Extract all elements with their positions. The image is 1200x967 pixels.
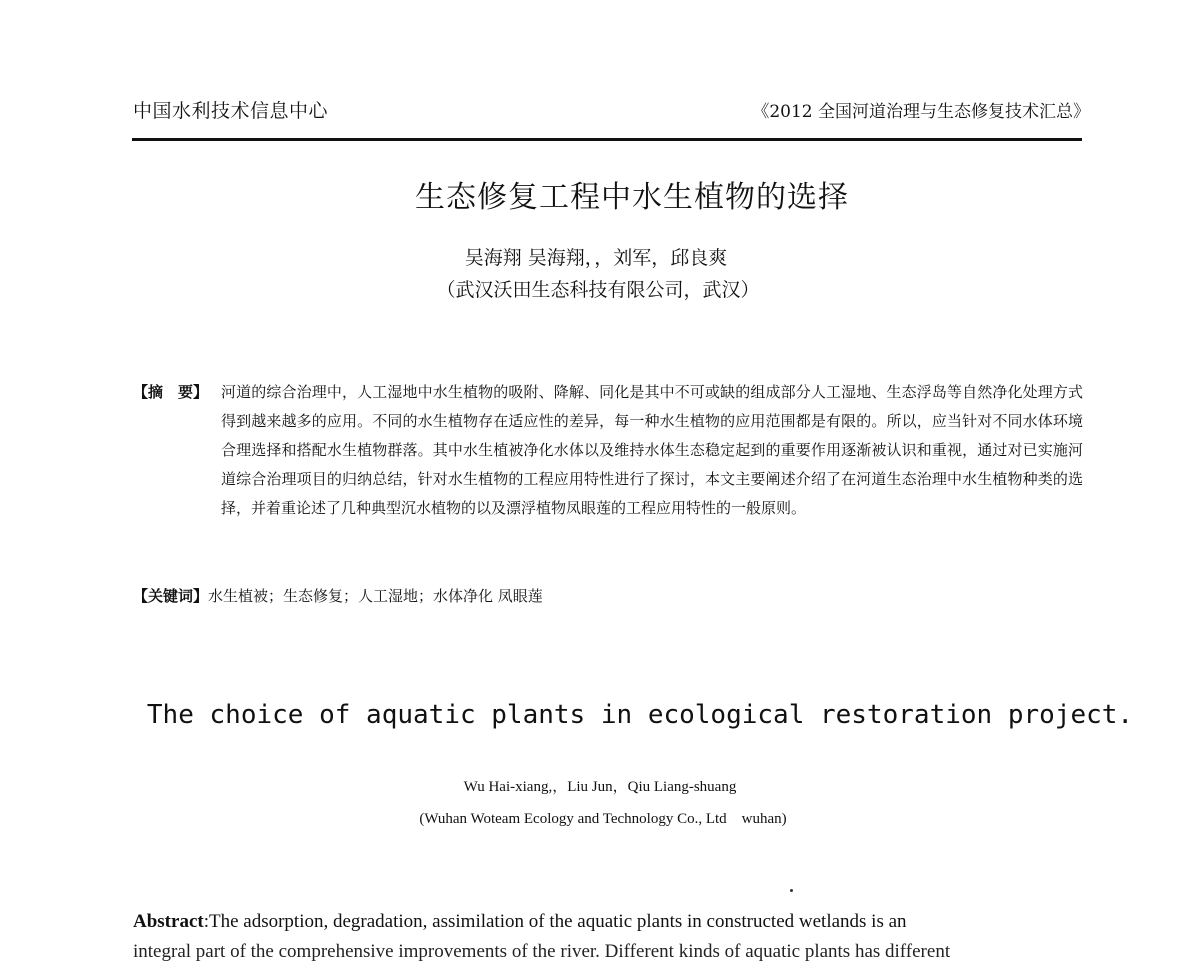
affiliation-en: (Wuhan Woteam Ecology and Technology Co., Ltd wuhan) bbox=[419, 811, 787, 827]
keywords-cn-label: 【关键词】 bbox=[133, 587, 209, 605]
abstract-cn bbox=[133, 378, 1083, 523]
authors-en: Wu Hai-xiang,，Liu Jun，Qiu Liang-shuang bbox=[463, 779, 737, 795]
header-divider bbox=[132, 138, 1082, 141]
keywords-cn bbox=[133, 585, 543, 606]
paper-title-cn: 生态修复工程中水生植物的选择 bbox=[415, 180, 849, 215]
authors-cn: 吴海翔 吴海翔，，刘军，邱良爽 bbox=[464, 247, 728, 269]
abstract-cn-text: 河道的综合治理中，人工湿地中水生植物的吸附、降解、同化是其中不可或缺的组成部分人工湿地、生态浮岛等自然净化处理方式得到越来越多的应用。不同的水生植物存在适应性的差异，每一种水生植物的应用范围都是有限的。所以，应当针对不同水体环境合理选择和搭配水生植物群落。其中水生植被净化水体以及维持水体生态稳定起到的重要作用逐渐被认识和重视，通过对已实施河道综合治理项目的归纳总结，针对水生植物的工程应用特性进行了探讨，本文主要阐述介绍了在河道生态治理中水生植物种类的选择，并着重论述了几种典型沉水植物的以及漂浮植物凤眼莲的工程应用特性的一般原则。 bbox=[221, 383, 1083, 517]
abstract-cn-label: 【摘 要】 bbox=[133, 383, 209, 401]
abstract-en-text-line2: integral part of the comprehensive improvements of the river. Different kinds of aquatic plants has different bbox=[133, 941, 951, 962]
journal-source: 中国水利技术信息中心 bbox=[133, 100, 329, 122]
keywords-cn-text: 水生植被；生态修复；人工湿地；水体净化 凤眼莲 bbox=[208, 587, 543, 605]
abstract-en-text: :The adsorption, degradation, assimilation of the aquatic plants in constructed wetlands is an bbox=[203, 911, 907, 932]
stray-mark bbox=[790, 889, 793, 892]
abstract-en bbox=[133, 907, 1083, 967]
paper-title-en: The choice of aquatic plants in ecological restoration project. bbox=[146, 700, 1134, 730]
collection-title: 《2012 全国河道治理与生态修复技术汇总》 bbox=[752, 102, 1090, 122]
affiliation-cn: （武汉沃田生态科技有限公司，武汉） bbox=[436, 279, 760, 301]
abstract-en-label: Abstract bbox=[133, 911, 204, 932]
